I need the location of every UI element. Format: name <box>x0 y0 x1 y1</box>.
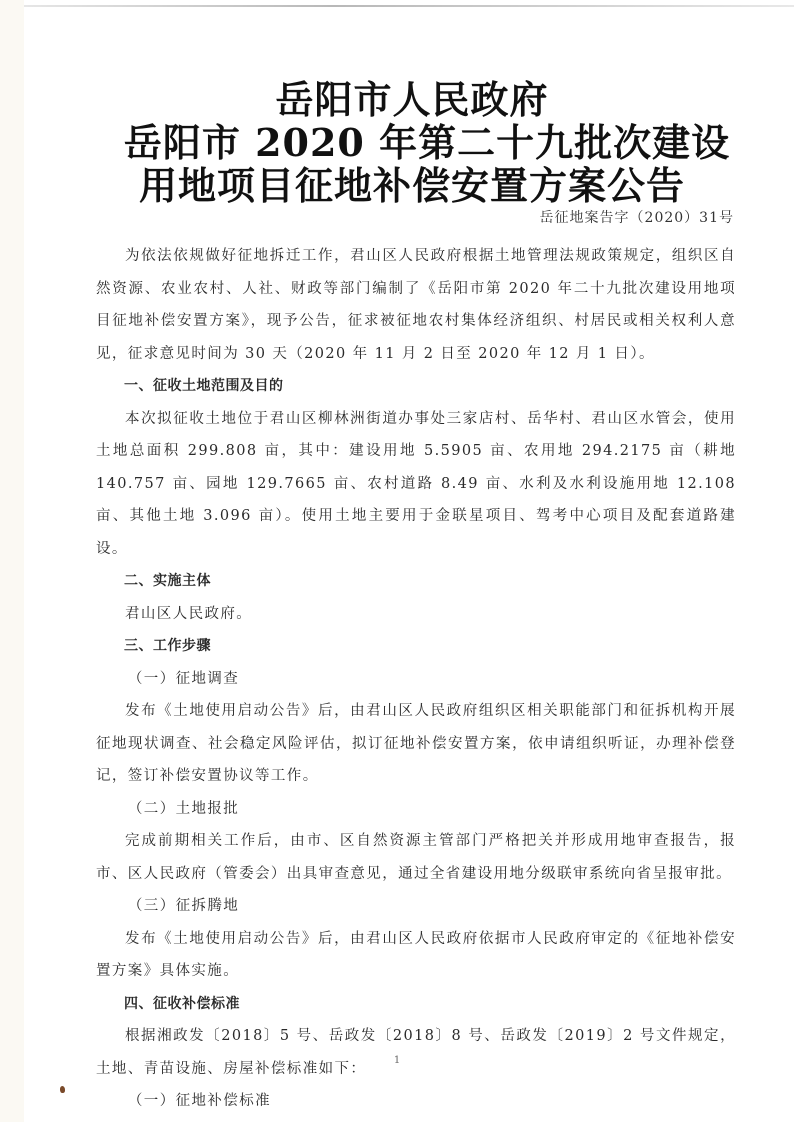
page-number: 1 <box>393 1055 401 1066</box>
section-heading: 三、工作步骤 <box>124 638 211 654</box>
document-number: 岳征地案告字（2020）31号 <box>539 210 734 226</box>
subsection-heading: （三）征拆腾地 <box>127 898 240 914</box>
document-title <box>0 78 794 207</box>
title-line: 用地项目征地补偿安置方案公告 <box>138 163 685 208</box>
scan-edge-top <box>24 5 794 7</box>
section-heading: 二、实施主体 <box>124 573 211 589</box>
paragraph: 根据湘政发〔2018〕5 号、岳政发〔2018〕8 号、岳政发〔2019〕2 号文件规定，土地、青苗设施、房屋补偿标准如下： <box>96 1028 736 1077</box>
paragraph: 本次拟征收土地位于君山区柳林洲街道办事处三家店村、岳华村、君山区水管会，使用土地总面积 299.808 亩，其中：建设用地 5.5905 亩、农用地 294.2175 亩（耕地 140.757 亩、园地 129.7665 亩、农村道路 8.49 亩、水利及水利设施用地 12.108 亩、其他土地 3.096 亩）。使用土地主要用于金联星项目、驾考中心项目及配套道路建设。 <box>96 410 736 557</box>
document-body <box>96 240 736 1118</box>
title-line: 岳阳市人民政府 <box>275 77 549 122</box>
subsection-heading: （一）征地补偿标准 <box>127 1093 271 1109</box>
paragraph: 发布《土地使用启动公告》后，由君山区人民政府依据市人民政府审定的《征地补偿安置方案》具体实施。 <box>96 930 736 979</box>
paragraph: 君山区人民政府。 <box>125 605 253 622</box>
paragraph: 发布《土地使用启动公告》后，由君山区人民政府组织区相关职能部门和征拆机构开展征地现状调查、社会稳定风险评估，拟订征地补偿安置方案，依申请组织听证，办理补偿登记，签订补偿安置协议等工作。 <box>96 703 736 784</box>
scan-speck <box>60 1086 65 1093</box>
subsection-heading: （一）征地调查 <box>127 670 240 687</box>
paragraph: 为依法依规做好征地拆迁工作，君山区人民政府根据土地管理法规政策规定，组织区自然资源、农业农村、人社、财政等部门编制了《岳阳市第 2020 年二十九批次建设用地项目征地补偿安置方案》，现予公告，征求被征地农村集体经济组织、村居民或相关权利人意见，征求意见时间为 30 天（2020 年 11 月 2 日至 2020 年 12 月 1 日）。 <box>96 248 736 362</box>
section-heading: 一、征收土地范围及目的 <box>124 378 284 394</box>
paragraph: 完成前期相关工作后，由市、区自然资源主管部门严格把关并形成用地审查报告，报市、区人民政府（管委会）出具审查意见，通过全省建设用地分级联审系统向省呈报审批。 <box>96 833 736 882</box>
section-heading: 四、征收补偿标准 <box>124 995 240 1012</box>
title-line: 岳阳市 2020 年第二十九批次建设 <box>123 120 731 165</box>
subsection-heading: （二）土地报批 <box>127 800 240 817</box>
